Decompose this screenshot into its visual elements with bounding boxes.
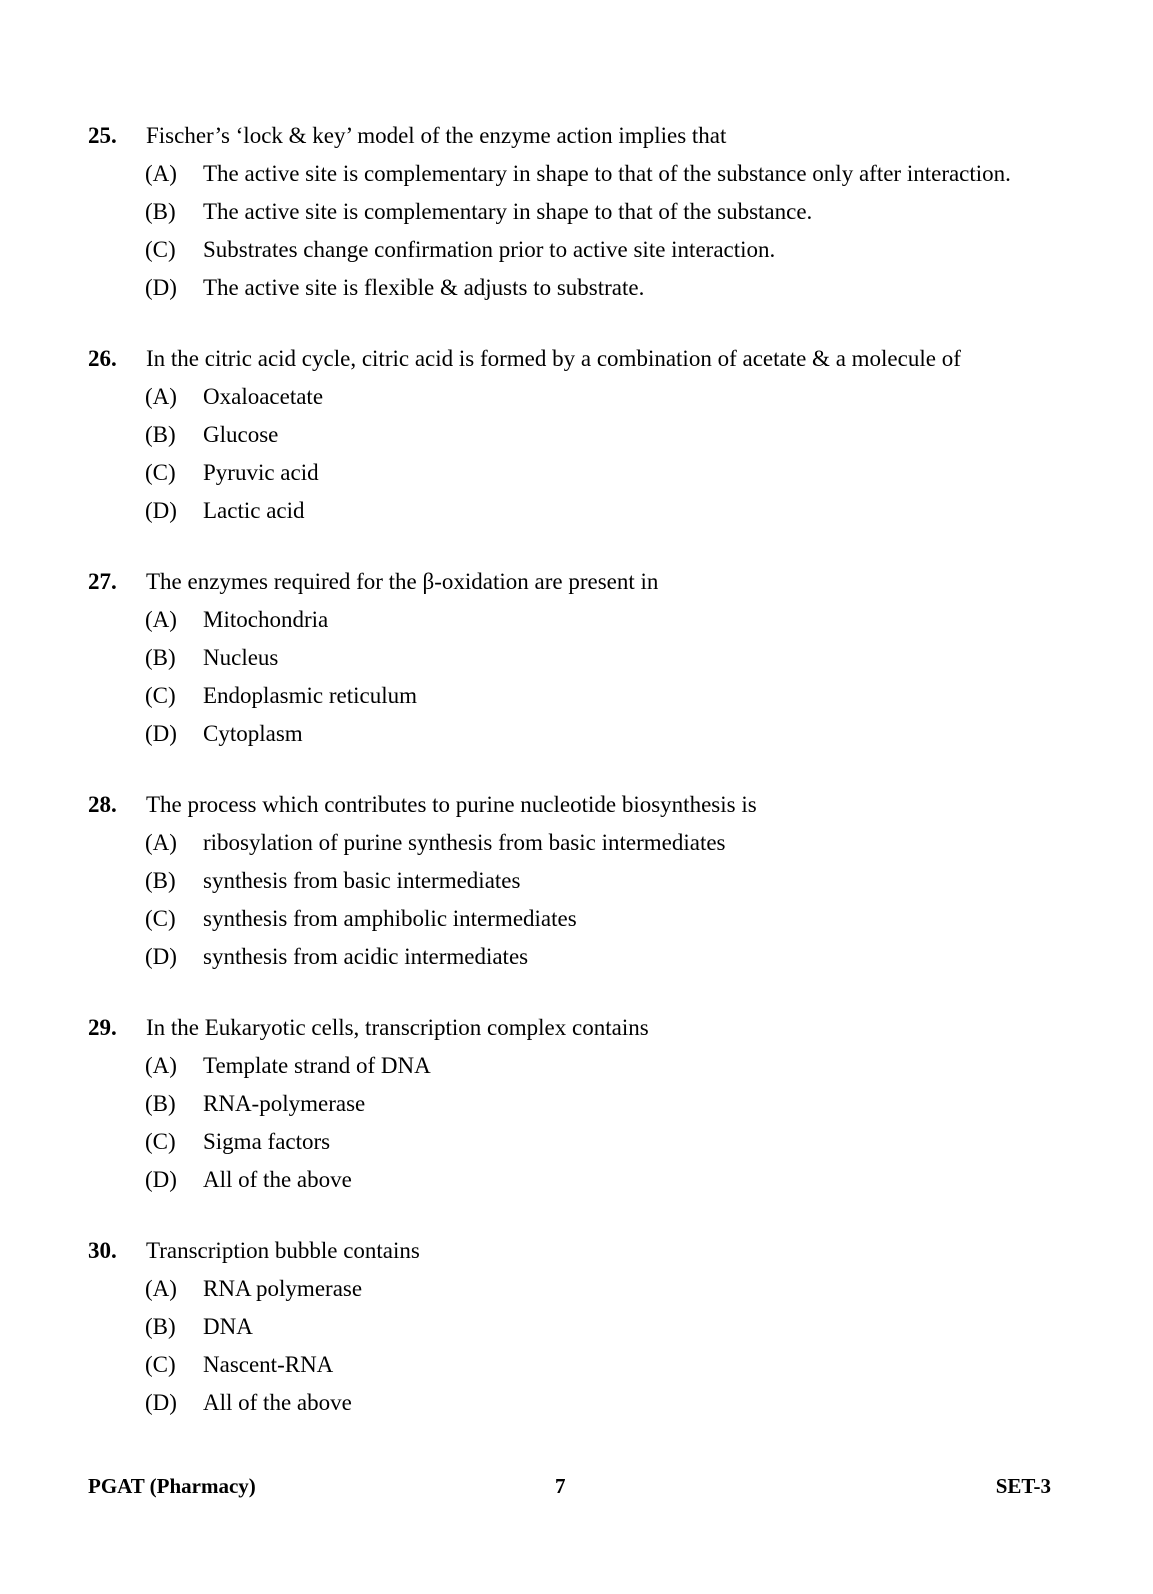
question-stem (0, 1232, 1153, 1270)
option-text: Nascent-RNA (203, 1352, 334, 1377)
option-d (0, 1161, 1153, 1199)
option-label: (A) (145, 161, 177, 186)
option-d (0, 269, 1153, 307)
option-text: Substrates change confirmation prior to active site interaction. (203, 237, 776, 262)
question-29 (0, 1009, 1153, 1199)
option-label: (D) (145, 1167, 177, 1192)
option-text: The active site is complementary in shape to that of the substance only after interaction. (203, 161, 1011, 186)
question-text: In the Eukaryotic cells, transcription complex contains (146, 1015, 649, 1040)
option-text: RNA polymerase (203, 1276, 363, 1301)
option-c (0, 900, 1153, 938)
option-label: (A) (145, 1053, 177, 1078)
option-label: (A) (145, 607, 177, 632)
page-footer (0, 1472, 1153, 1502)
option-a (0, 1270, 1153, 1308)
question-stem (0, 1009, 1153, 1047)
option-d (0, 938, 1153, 976)
option-label: (B) (145, 1091, 176, 1116)
question-stem (0, 786, 1153, 824)
question-number: 30. (88, 1238, 117, 1263)
option-label: (B) (145, 199, 176, 224)
option-text: Pyruvic acid (203, 460, 319, 485)
page-number: 7 (555, 1474, 566, 1498)
question-number: 27. (88, 569, 117, 594)
option-label: (A) (145, 384, 177, 409)
option-text: Lactic acid (203, 498, 305, 523)
option-b (0, 639, 1153, 677)
option-label: (C) (145, 1352, 176, 1377)
option-a (0, 601, 1153, 639)
option-label: (C) (145, 683, 176, 708)
option-d (0, 1384, 1153, 1422)
option-text: synthesis from basic intermediates (203, 868, 521, 893)
question-text: In the citric acid cycle, citric acid is formed by a combination of acetate & a molecule of (146, 346, 961, 371)
question-28 (0, 786, 1153, 976)
option-text: Sigma factors (203, 1129, 331, 1154)
question-27 (0, 563, 1153, 753)
question-list (0, 117, 1153, 1455)
option-label: (D) (145, 275, 177, 300)
option-c (0, 677, 1153, 715)
option-text: Nucleus (203, 645, 279, 670)
option-label: (B) (145, 1314, 176, 1339)
option-label: (C) (145, 237, 176, 262)
option-text: Endoplasmic reticulum (203, 683, 417, 708)
option-c (0, 454, 1153, 492)
question-number: 25. (88, 123, 117, 148)
option-a (0, 155, 1153, 193)
option-text: All of the above (203, 1390, 352, 1415)
option-label: (A) (145, 1276, 177, 1301)
question-stem (0, 117, 1153, 155)
question-26 (0, 340, 1153, 530)
option-c (0, 1346, 1153, 1384)
question-text: Transcription bubble contains (146, 1238, 420, 1263)
question-text: The process which contributes to purine nucleotide biosynthesis is (146, 792, 757, 817)
option-label: (B) (145, 868, 176, 893)
question-30 (0, 1232, 1153, 1422)
option-label: (D) (145, 498, 177, 523)
option-label: (C) (145, 906, 176, 931)
option-label: (B) (145, 422, 176, 447)
option-text: All of the above (203, 1167, 352, 1192)
question-25 (0, 117, 1153, 307)
question-stem (0, 340, 1153, 378)
option-d (0, 492, 1153, 530)
option-label: (B) (145, 645, 176, 670)
option-label: (D) (145, 721, 177, 746)
option-b (0, 193, 1153, 231)
option-text: Template strand of DNA (203, 1053, 431, 1078)
option-label: (D) (145, 1390, 177, 1415)
option-b (0, 1308, 1153, 1346)
set-code: SET-3 (995, 1474, 1051, 1498)
option-label: (A) (145, 830, 177, 855)
option-label: (C) (145, 460, 176, 485)
option-text: synthesis from acidic intermediates (203, 944, 529, 969)
option-b (0, 862, 1153, 900)
option-text: The active site is complementary in shape to that of the substance. (203, 199, 813, 224)
option-d (0, 715, 1153, 753)
option-b (0, 416, 1153, 454)
option-text: RNA-polymerase (203, 1091, 366, 1116)
question-number: 28. (88, 792, 117, 817)
option-a (0, 1047, 1153, 1085)
option-b (0, 1085, 1153, 1123)
option-a (0, 378, 1153, 416)
question-number: 26. (88, 346, 117, 371)
option-c (0, 231, 1153, 269)
option-text: synthesis from amphibolic intermediates (203, 906, 577, 931)
option-text: The active site is flexible & adjusts to substrate. (203, 275, 645, 300)
option-text: ribosylation of purine synthesis from basic intermediates (203, 830, 726, 855)
option-text: Oxaloacetate (203, 384, 324, 409)
question-text: Fischer’s ‘lock & key’ model of the enzyme action implies that (146, 123, 727, 148)
exam-name: PGAT (Pharmacy) (88, 1474, 256, 1498)
option-c (0, 1123, 1153, 1161)
option-label: (D) (145, 944, 177, 969)
option-text: Cytoplasm (203, 721, 303, 746)
question-text: The enzymes required for the β-oxidation are present in (146, 569, 659, 594)
option-label: (C) (145, 1129, 176, 1154)
option-text: DNA (203, 1314, 253, 1339)
question-stem (0, 563, 1153, 601)
question-number: 29. (88, 1015, 117, 1040)
option-text: Glucose (203, 422, 279, 447)
option-a (0, 824, 1153, 862)
option-text: Mitochondria (203, 607, 329, 632)
